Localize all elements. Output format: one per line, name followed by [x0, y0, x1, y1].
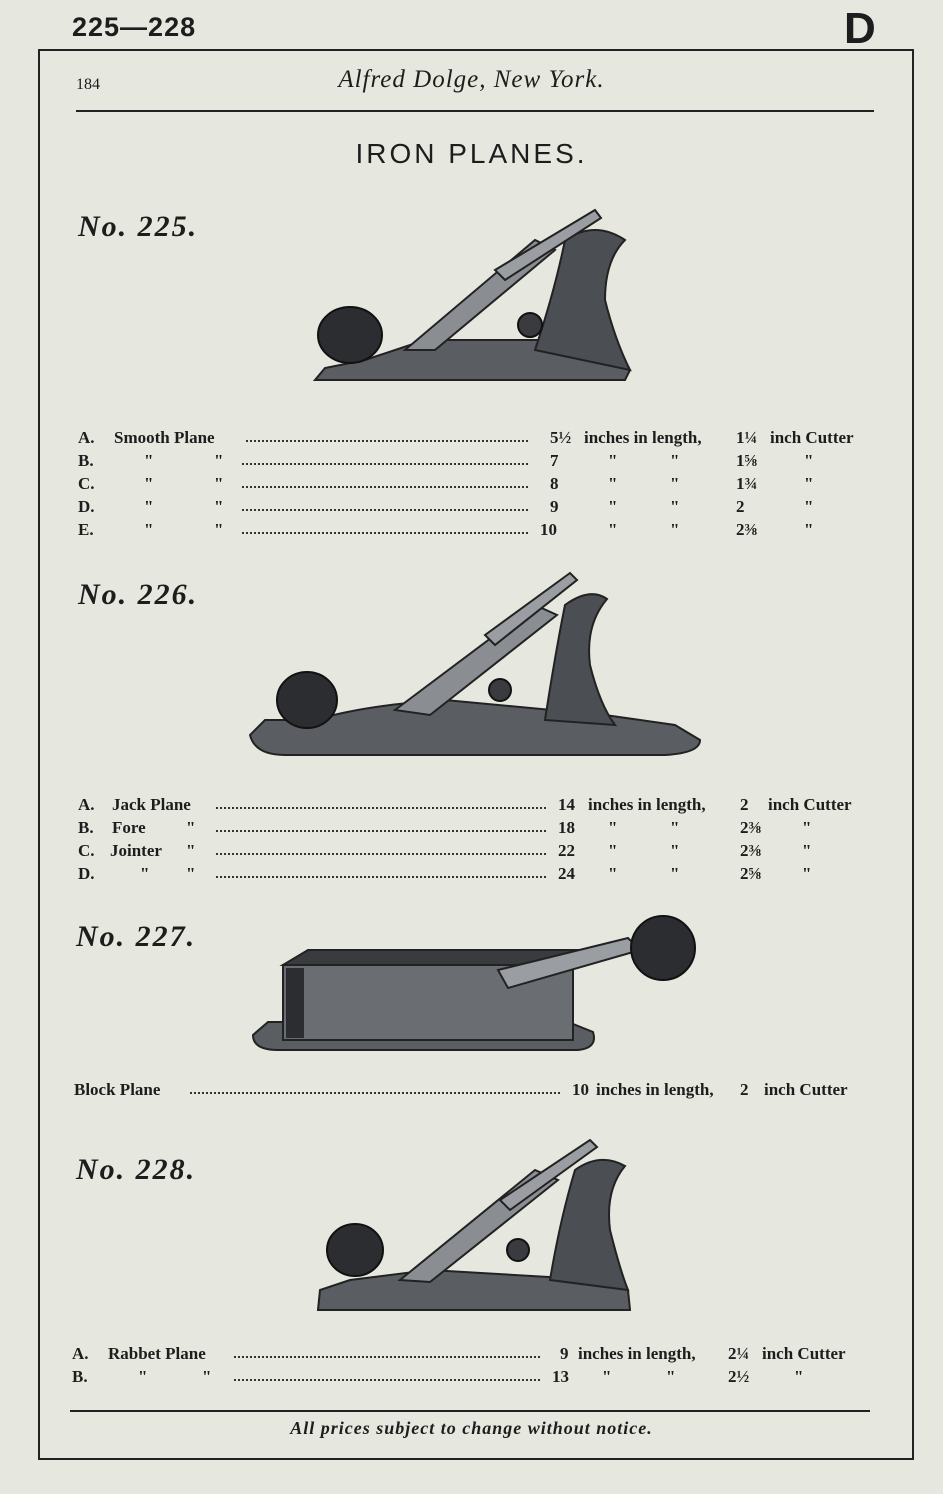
block-plane-illustration — [248, 910, 708, 1060]
spec-row-227: Block Plane 10 inches in length, 2 inch Cutter — [74, 1080, 848, 1099]
spec-row: A. Smooth Plane 5½ inches in length, 1¼ inch Cutter — [78, 428, 854, 447]
catalog-range: 225—228 — [72, 12, 197, 42]
footer-note: All prices subject to change without notice. — [290, 1418, 653, 1438]
spec-row: C. " " 8 " " 1¾ " — [78, 474, 814, 493]
spec-row: D. " " 9 " " 2 " — [78, 497, 814, 516]
spec-row: B. Fore " 18 " " 2⅜ " — [78, 818, 812, 837]
spec-row: B. " " 13 " " 2½ " — [72, 1367, 804, 1386]
smooth-plane-illustration — [305, 200, 645, 400]
page-number: 184 — [76, 76, 100, 93]
page-title: IRON PLANES. — [355, 138, 588, 169]
spec-row: D. " " 24 " " 2⅝ " — [78, 864, 812, 883]
model-226-heading: No. 226. — [78, 578, 199, 611]
running-title: Alfred Dolge, New York. — [338, 66, 605, 93]
jack-plane-illustration — [245, 565, 705, 765]
section-letter: D — [844, 4, 876, 53]
model-225-heading: No. 225. — [78, 210, 199, 243]
spec-row: A. Rabbet Plane 9 inches in length, 2¼ inch Cutter — [72, 1344, 846, 1363]
spec-row: E. " " 10 " " 2⅜ " — [78, 520, 814, 539]
model-227-heading: No. 227. — [76, 920, 197, 953]
rabbet-plane-illustration — [310, 1130, 640, 1325]
spec-row: B. " " 7 " " 1⅝ " — [78, 451, 814, 470]
model-228-heading: No. 228. — [76, 1153, 197, 1186]
spec-row: A. Jack Plane 14 inches in length, 2 inch Cutter — [78, 795, 852, 814]
spec-row: C. Jointer " 22 " " 2⅜ " — [78, 841, 812, 860]
footer-rule — [70, 1410, 870, 1412]
header-rule — [76, 110, 874, 112]
